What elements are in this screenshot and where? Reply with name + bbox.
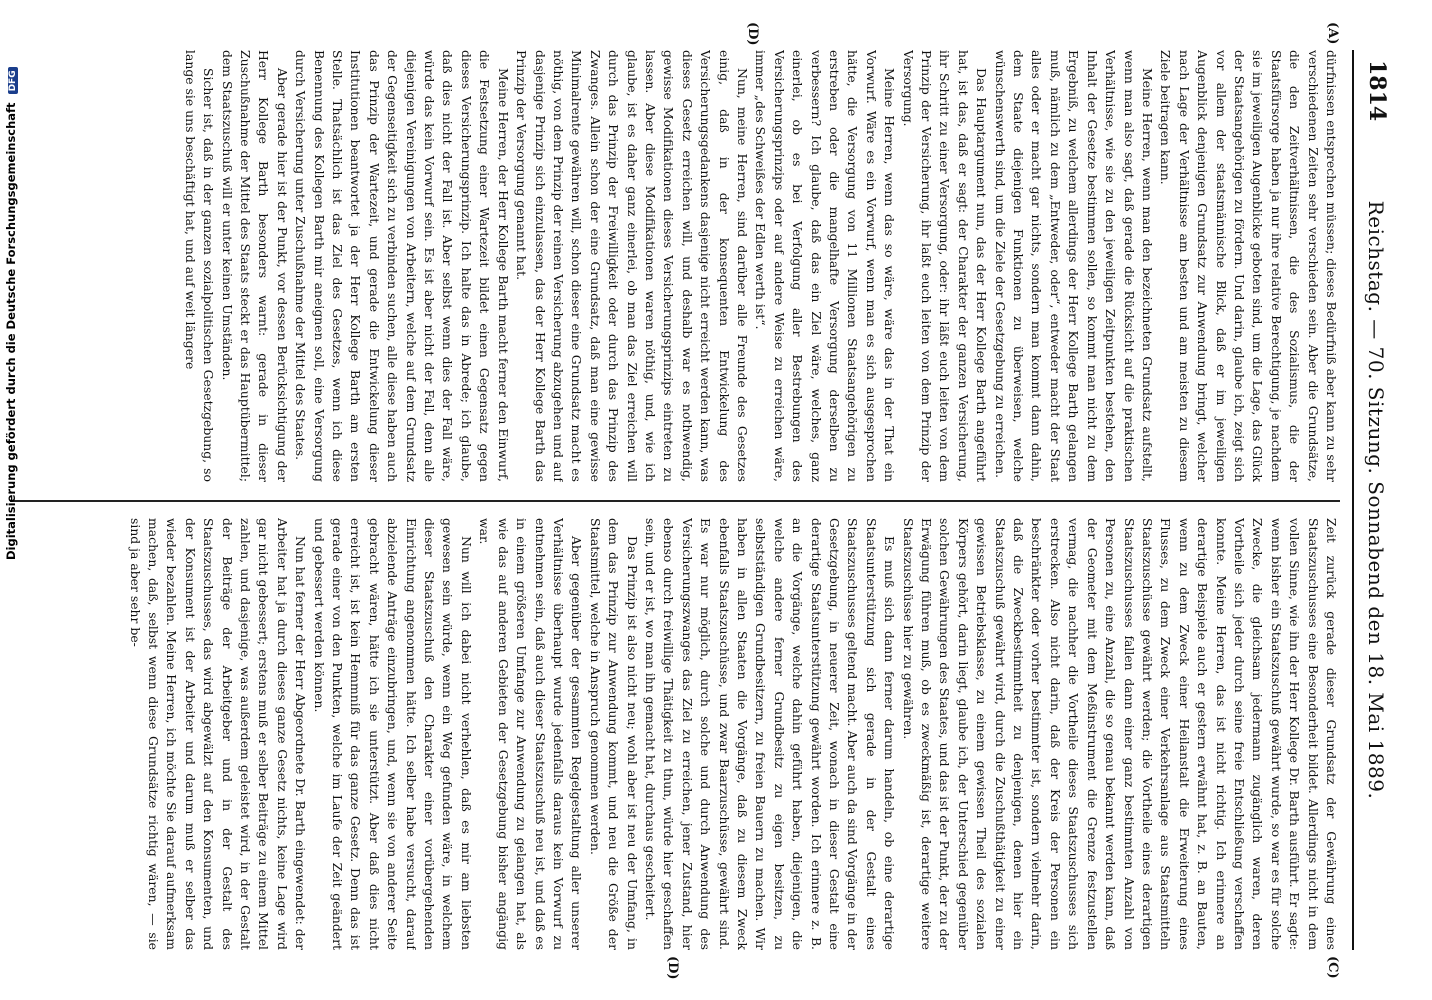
footer-text: Digitalisierung gefördert durch die Deutsche Forschungsgemeinschaft <box>4 102 18 560</box>
paragraph: Das Hauptargument nun, das der Herr Kollege Barth angeführt hat, ist das, daß er sagt: der Charakter der ganzen Versicherung, ihr Schritt zu einer Versorgung, oder: ihr läßt euch leiten von dem Prinzip der Versicherung, ihr laßt euch leiten von dem Prinzip der Versorgung. <box>900 50 990 482</box>
left-text-column <box>10 50 1340 482</box>
margin-marker-c: (C) <box>1325 956 1340 979</box>
margin-marker-d-right: (D) <box>665 956 680 980</box>
right-text-column <box>10 518 1340 950</box>
digitization-footer <box>4 70 22 560</box>
page-title: Reichstag. — 70. Sitzung. Sonnabend den 18. Mai 1889. <box>1364 200 1388 800</box>
paragraph: Nun hat ferner der Herr Abgeordnete Dr. Barth eingewendet: der Arbeiter hat ja durch dieses ganze Gesetz nichts, keine Lage wird gar nicht gebessert; erstens muß er selber Beiträge zu einem Mittel zahlen, und dasjenige, was außerdem geleistet wird, in der Gestalt der Beiträge der Arbeitgeber und in der Gestalt des Staatszuschusses, das wird abgewälzt auf den Konsumenten, und der Konsument ist der Arbeiter und darum muß er selber das wieder bezahlen. Meine Herren, ich möchte Sie darauf aufmerksam machen, daß, selbst wenn diese Grundsätze richtig wären, — sie sind ja aber sehr be- <box>127 518 309 950</box>
paragraph: Zeit zurück gerade dieser Grundsatz der Gewährung eines Staatszuschusses eine Besonderheit bildet. Allerdings nicht in dem vollen Sinne, wie ihn der Herr Kollege Dr. Barth ausführt. Er sagte: wenn bisher ein Staatszuschuß gewährt wurde, so war es für solche Zwecke, die gleichsam jedermann zugänglich waren, deren Vortheile sich jeder durch seine freie Entschließung verschaffen konnte. Meine Herren, das ist nicht richtig. Ich erinnere an derartige Beispiele auch er gestern erwähnt hat, z. B. an Bauten, wenn zu dem Zweck einer Heilanstalt die Erweiterung eines Flusses, zu dem Zweck einer Verkehrsanlage aus Staatsmitteln Staatszuschüsse gewährt werden; die Vortheile eines derartigen Staatszuschusses fallen dann einer ganz bestimmten Anzahl von Personen zu, eine Anzahl, die so genau bekannt werden kann, daß der Geometer mit dem Meßinstrument die Grenze festzustellen vermag, die nachher die Vortheile dieses Staatszuschusses sich erstrecken. Also nicht darin, daß der Kreis der Personen ein beschränkter oder vorher bestimmter ist, sondern vielmehr darin, daß die Zweckbestimmtheit zu denjenigen, denen hier ein Staatszuschuß gewährt wird, durch die Zuschußthätigkeit zu einer gewissen Betriebsklasse, zu einem gewissen Theil des sozialen Körpers gehört, darin liegt, glaube ich, der Unterschied gegenüber solchen Gewährungen des Staates, und das ist der Punkt, der zu der Erwägung führen muß, ob es zweckmäßig ist, derartige weitere Staatszuschüsse hier zu gewähren. <box>900 518 1339 950</box>
margin-marker-a: (A) <box>1325 22 1340 45</box>
paragraph: Nun, meine Herren, sind darüber alle Freunde des Gesetzes einig, daß in der konsequenten Entwickelung des Versicherungsgedankens dasjenige nicht erreicht werden kann, was dieses Gesetz erreichen will, und deshalb war es nothwendig, gewisse Modifikationen dieses Versicherungsprinzips eintreten zu lassen. Aber diese Modifikationen waren nöthig, und, wie ich glaube, ist es daher ganz einerlei, ob man das Ziel erreichen will durch das Prinzip der Freiwilligkeit oder durch das Prinzip des Zwanges. Allein schon der eine Grundsatz, daß man eine gewisse Minimalrente gewähren will, schon dieser eine Grundsatz macht es nöthig, von dem Prinzip der reinen Versicherung abzugehen und auf dasjenige Prinzip sich einzulassen, das der Herr Kollege Barth das Prinzip der Versorgung genannt hat. <box>514 50 750 482</box>
paragraph: Meine Herren, wenn das so wäre, wäre das in der That ein Vorwurf. Wäre es ein Vorwurf, wenn man es sich ausgesprochen hätte, die Versorgung von 11 Millionen Staatsangehörigen zu erstreben oder die mangelhafte Versorgung derselben zu verbessern? Ich glaube, daß das ein Ziel wäre, welches, ganz einerlei, ob es bei Verfolgung aller Bestrebungen des Versicherungsprinzips oder auf andere Weise zu erreichen wäre, immer „des Schweißes der Edlen werth ist“. <box>753 50 898 482</box>
paragraph: Aber gegenüber der gesammten Regelgestaltung aller unserer Verhältnisse überhaupt wurde jedenfalls daraus kein Vorwurf zu entnehmen sein, daß auch dieser Staatszuschuß neu ist, und daß es in einem größeren Umfange zur Anwendung zu gelangen hat, als wie das auf anderen Gebieten der Gesetzgebung bisher angängig war. <box>477 518 585 950</box>
page-header <box>1352 50 1400 950</box>
paragraph: Nun will ich dabei nicht verhehlen, daß es mir am liebsten gewesen sein würde, wenn ein Weg gefunden wäre, in welchem dieser Staatszuschuß den Charakter einer vorübergehenden Einrichtung angenommen hätte. Ich selber habe versucht, darauf abzielende Anträge einzubringen, und, wenn sie von anderer Seite gebracht wären, hätte ich sie unterstützt. Aber daß dies nicht erreicht ist, ist kein Hemmniß für das ganze Gesetz. Denn das ist gerade einer von den Punkten, welche im Laufe der Zeit geändert und gebessert werden können. <box>311 518 474 950</box>
dfg-logo-icon: DFG <box>8 67 18 94</box>
column-divider <box>10 500 1340 502</box>
paragraph: dürfnissen entsprechen müssen; dieses Bedürfniß aber kann zu sehr verschiedenen Zeiten sehr verschieden sein. Aber die Grundsätze, die den Zeitverhältnissen, die des Sozialismus, die der Staatsfürsorge haben ja nur ihre relative Berechtigung, je nachdem sie im jeweiligen Augenblicke geboten sind, um die Lage, das Glück der Staatsangehörigen zu fördern. Und darin, glaube ich, zeigt sich vor allem der staatsmännische Blick, daß er im jeweiligen Augenblick denjenigen Grundsatz zur Anwendung bringt, welcher nach Lage der Verhältnisse am besten und am meisten zu diesem Ziele beitragen kann. <box>1158 50 1339 482</box>
paragraph: Das Prinzip ist also nicht neu; wohl aber ist neu der Umfang, in dem das Prinzip zur Anwendung kommt, und neu die Größe der Staatsmittel, welche in Anspruch genommen werden. <box>587 518 640 950</box>
paragraph: Es muß sich dann ferner darum handeln, ob eine derartige Staatsunterstützung sich gerade in der Gestalt eines Staatszuschusses geltend macht. Aber auch da sind Vorgänge in der Gesetzgebung, in neuerer Zeit, wonach in dieser Gestalt eine derartige Staatsunterstützung gewährt worden. Ich erinnere z. B. an die Vorgänge, welche dahin geführt haben, diejenigen, die welche andere ferner Grundbesitz zu eigen besitzen, zu selbstständigen Grundbesitzern, zu freien Bauern zu machen. Wir haben in allen Staaten die Vorgänge, daß zu diesem Zweck ebenfalls Staatszuschüsse, und zwar Baarzuschüsse, gewährt sind. Es war nur möglich, durch solche und durch Anwendung des Versicherungszwanges das Ziel zu erreichen, jener Zustand, hier ebenso durch freiwillige Thätigkeit zu thun, würde hier geschaffen sein, und er ist, wo man ihn gemacht hat, durchaus gescheitert. <box>642 518 898 950</box>
paragraph: Meine Herren, wenn man den bezeichneten Grundsatz aufstellt, wenn man also sagt, daß gerade die Rücksicht auf die praktischen Verhältnisse, wie sie zu den jeweiligen Zeitpunkten bestehen, den Inhalt der Gesetze bestimmen sollen, so kommt man nicht zu dem Ergebniß, zu welchem allerdings der Herr Kollege Barth gelangen muß, nämlich zu dem „Entweder, oder“, entweder macht der Staat alles oder er macht gar nichts, sondern man kommt dann dahin, dem Staate diejenigen Funktionen zu überweisen, welche wünschenswerth sind, um die Ziele der Gesetzgebung zu erreichen. <box>992 50 1155 482</box>
paragraph: Meine Herren, der Herr Kollege Barth macht ferner den Einwurf, die Festsetzung einer Wartezeit bildet einen Gegensatz gegen dieses Versicherungsprinzip. Ich halte das in Abrede; ich glaube, daß dies nicht der Fall ist. Aber selbst wenn dies der Fall wäre, würde das kein Vorwurf sein. Es ist aber nicht der Fall, denn alle diejenigen Vereinigungen von Arbeitern, welche auf dem Grundsatz der Gegenseitigkeit sich zu verbinden suchen, alle diese haben auch das Prinzip der Wartezeit, und gerade die Entwickelung dieser Institutionen beantwortet ja der Herr Kollege Barth am ersten Stelle. Thatsächlich ist das Ziel des Gesetzes, wenn ich diese Benennung des Kollegen Barth mir aneignen soll, eine Versorgung durch Versicherung unter Zuschußnahme der Mittel des Staates. <box>293 50 511 482</box>
scanned-page <box>0 22 1400 980</box>
paragraph: Sicher ist, daß in der ganzen sozialpolitischen Gesetzgebung, so lange sie uns beschäftigt hat, und auf weit längere <box>182 50 217 482</box>
margin-marker-d-left: (D) <box>745 22 760 46</box>
paragraph: Aber gerade hier ist der Punkt, vor dessen Berücksichtigung der Herr Kollege Barth besonders warnt: gerade in dieser Zuschußnahme der Mittel des Staats steckt er das Hauptübermittel; dem Staatszuschuß will er unter keinen Umständen. <box>219 50 290 482</box>
page-number: 1814 <box>1364 60 1390 122</box>
